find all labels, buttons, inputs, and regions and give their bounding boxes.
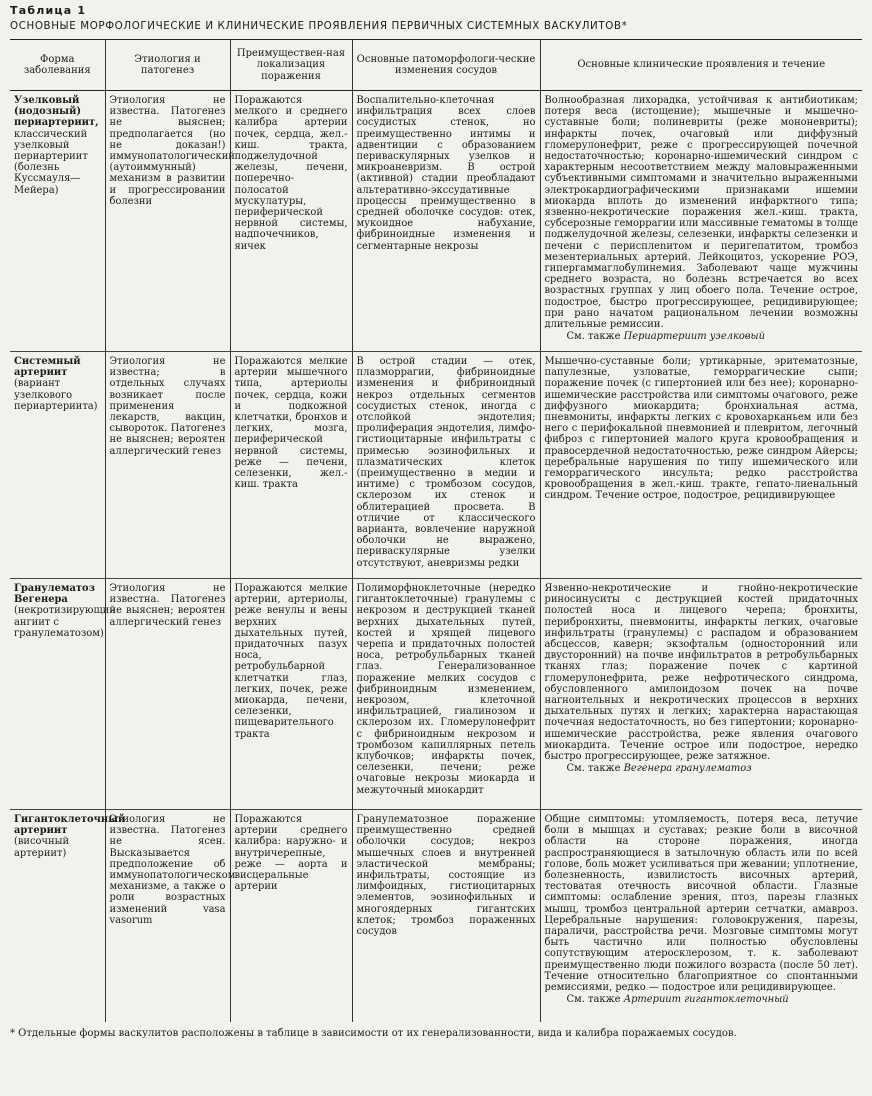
table-row <box>10 91 862 352</box>
clinical-cell <box>540 579 862 810</box>
pathomorphology-cell: Гранулематозное поражение преимущественно средней оболочки сосудов; некроз мышечных слоев и внутренней эластической мембраны; инфильтраты, состоящие из лимфоидных, гистиоцитарных элементов, эозинофильных и многоядерных гигантских клеток; тромбоз пораженных сосудов <box>352 810 540 1023</box>
localization-cell: Поражаются артерии среднего калибра: наружно- и внутричерепные, реже — аорта и висцеральные артерии <box>230 810 352 1023</box>
vasculitis-table <box>10 39 862 1022</box>
form-cell <box>10 579 116 810</box>
table-row <box>10 810 862 1023</box>
etiology-cell: Этиология не известна; в отдельных случаях возникает после применения лекарств, вакцин, сывороток. Патогенез не выяснен; вероятен аллергический генез <box>105 352 230 579</box>
etiology-cell: Этиология не известна. Патогенез не выяснен; предполагается (но не доказан!) иммунопатологический (аутоиммунный) механизм в развитии и прогрессировании болезни <box>105 91 230 352</box>
pathomorphology-cell: Воспалительно-клеточная инфильтрация всех слоев сосудистых стенок, но преимущественно интимы и адвентиции с образованием периваскулярных узелков и микроаневризм. В острой (активной) стадии преобладают альтеративно-экссудативные процессы преимущественно в средней оболочке сосудов: отек, мукоидное набухание, фибриноидные изменения и сегментарные некрозы <box>352 91 540 352</box>
table-title: ОСНОВНЫЕ МОРФОЛОГИЧЕСКИЕ И КЛИНИЧЕСКИЕ ПРОЯВЛЕНИЯ ПЕРВИЧНЫХ СИСТЕМНЫХ ВАСКУЛИТОВ* <box>10 20 628 32</box>
see-also <box>545 763 859 774</box>
clinical-cell <box>540 352 862 579</box>
clinical-cell <box>540 91 862 352</box>
header-clinical: Основные клинические проявления и течение <box>540 40 862 91</box>
table-row <box>10 579 862 810</box>
form-description: (некротизирующий ангиит с гранулематозом) <box>14 605 116 639</box>
localization-cell: Поражаются мелкие артерии, артериолы, реже венулы и вены верхних дыхательных путей, придаточных пазух носа, ретробульбарной клетчатки глаз, легких, почек, реже миокарда, печени, селезенки, пищеварительного тракта <box>230 579 352 810</box>
see-also-prefix: См. также <box>566 994 624 1006</box>
form-description: классический узелковый периартериит (болезнь Куссмауля—Мейера) <box>14 128 88 196</box>
see-also <box>545 331 859 342</box>
see-also <box>545 994 859 1005</box>
clinical-text: Общие симптомы: утомляемость, потеря веса, летучие боли в мышцах и суставах; резкие боли в височной области на стороне поражения, иногда распространяющиеся в затылочную область или по всей голове, боль может усиливаться при жевании; уплотнение, болезненность, извилистость височных артерий, тестоватая отечность височной области. Глазные симптомы: ослабление зрения, птоз, парезы глазных мышц, тромбоз центральной артерии сетчатки, амавроз. Церебральные нарушения: головокружения, парезы, параличи, расстройства речи. Мозговые симптомы могут быть частично или полностью обусловлены сопутствующим атеросклерозом, т. к. заболевают преимущественно люди пожилого возраста (после 50 лет). Течение относительно благоприятное со спонтанными ремиссиями, редко — подострое или рецидивирующее. <box>544 814 858 994</box>
header-pathomorphology: Основные патоморфологи-ческие изменения сосудов <box>352 40 540 91</box>
see-also-link[interactable]: Вегенера гранулематоз <box>623 763 752 775</box>
clinical-text: Мышечно-суставные боли; уртикарные, эритематозные, папулезные, узловатые, геморрагические сыпи; поражение почек (с гипертонией или без нее); коронарно-ишемические расстройства или симптомы очагового, реже диффузного миокардита; бронхиальная астма, пневмониты, инфаркты легких с кровохарканьем или без него с перифокальной пневмонией и плевритом, легочный фиброз с гипертонией малого круга кровообращения и правосердечной недостаточностью, реже синдром Айерсы; церебральные нарушения по типу ишемического или геморрагического инсульта; редко расстройства кровообращения в жел.-киш. тракте, гепато-лиенальный синдром. Течение острое, подострое, рецидивирующее <box>544 356 858 502</box>
form-description: (височный артериит) <box>14 836 70 859</box>
table-row <box>10 352 862 579</box>
see-also-prefix: См. также <box>566 331 624 343</box>
form-name: Гранулематоз Вегенера <box>14 583 95 606</box>
see-also-prefix: См. также <box>566 763 624 775</box>
table-header-row <box>10 40 862 91</box>
header-etiology: Этиология и патогенез <box>105 40 230 91</box>
table-number: Таблица 1 <box>10 4 87 17</box>
clinical-text: Волнообразная лихорадка, устойчивая к антибиотикам; потеря веса (истощение); мышечные и мышечно-суставные боли; полиневриты (реже мононевриты); инфаркты почек, очаговый или диффузный гломерулонефрит, реже с прогрессирующей почечной недостаточностью; коронарно-ишемический синдром с характерным несоответствием между маловыраженными субъективными симптомами и значительно выраженными электрокардиографическими признаками ишемии миокарда вплоть до изменений инфарктного типа; язвенно-некротические поражения жел.-киш. тракта, субсерозные геморрагии или массивные гематомы в толще поджелудочной железы, селезенки, инфаркты селезенки и печени с перисплenитом и перигепатитом, тромбоз мезентериальных артерий. Лейкоцитоз, ускорение РОЭ, гипергаммаглобулинемия. Заболевают чаще мужчины среднего возраста, но болезнь встречается во всех возрастных группах у лиц обоего пола. Течение острое, подострое, быстро прогрессирующее, рецидивирующее; при рано начатом рациональном лечении возможны длительные ремиссии. <box>544 95 858 331</box>
form-cell <box>10 352 105 579</box>
pathomorphology-cell: Полиморфноклеточные (нередко гигантоклеточные) гранулемы с некрозом и деструкцией тканей верхних дыхательных путей, костей и хрящей лицевого черепа и придаточных полостей носа, ретробульбарных тканей глаз. Генерализованное поражение мелких сосудов с фибриноидным изменением, некрозом, клеточной инфильтрацией, гиалинозом и склерозом их. Гломерулонефрит с фибриноидным некрозом и тромбозом капиллярных петель клубочков; инфаркты почек, селезенки, печени; реже очаговые некрозы миокарда и межуточный миокардит <box>352 579 540 810</box>
pathomorphology-cell: В острой стадии — отек, плазморрагии, фибриноидные изменения и фибриноидный некроз отдельных сегментов сосудистых стенок, иногда с отслойкой эндотелия; пролиферация эндотелия, лимфо-гистиоцитарные инфильтраты с примесью эозинофильных и плазматических клеток (преимущественно в медии и интиме) с тромбозом сосудов, склерозом их стенок и облитерацией просвета. В отличие от классического варианта, вовлечение наружной оболочки не выражено, периваскулярные узелки отсутствуют, аневризмы редки <box>352 352 540 579</box>
table-page <box>10 4 862 1092</box>
see-also-link[interactable]: Артериит гигантоклеточный <box>623 994 789 1006</box>
clinical-cell <box>540 810 862 1023</box>
footnote: * Отдельные формы васкулитов расположены в таблице в зависимости от их генерализованности, вида и калибра поражаемых сосудов. <box>10 1028 737 1039</box>
localization-cell: Поражаются мелкие артерии мышечного типа, артериолы почек, сердца, кожи и подкожной клетчатки, бронхов и легких, мозга, периферической нервной системы, реже — печени, селезенки, жел.-киш. тракта <box>230 352 352 579</box>
form-name: Узелковый (нодозный) периартериит, <box>14 95 99 129</box>
see-also-link[interactable]: Периартериит узелковый <box>623 331 765 343</box>
etiology-cell: Этиология не известна. Патогенез не выяснен; вероятен аллергический генез <box>105 579 230 810</box>
header-localization: Преимуществен-ная локализация поражения <box>230 40 352 91</box>
form-name: Системный артериит <box>14 356 81 379</box>
form-description: (вариант узелкового периартериита) <box>14 378 98 412</box>
form-name: Гигантоклеточный артериит <box>14 814 126 837</box>
localization-cell: Поражаются мелкого и среднего калибра артерии почек, сердца, жел.-киш. тракта, поджелудочной железы, печени, поперечно-полосатой мускулатуры, периферической нервной системы, надпочечников, яичек <box>230 91 352 352</box>
clinical-text: Язвенно-некротические и гнойно-некротические риносинуситы с деструкцией костей придаточных полостей носа и лицевого черепа; бронхиты, перибронхиты, пневмониты, инфаркты легких, очаговые инфильтраты (гранулемы) с распадом и образованием абсцессов, каверн; экзофтальм (односторонний или двусторонний) на почве инфильтратов в ретробульбарных тканях глаз; поражение почек с картиной гломерулонефрита, реже нефротического синдрома, обусловленного амилоидозом почек на почве нагноительных и некротических процессов в верхних дыхательных путях и легких; характерна нарастающая почечная недостаточность, но без гипертонии; коронарно-ишемические расстройства, реже явления очагового миокардита. Течение острое или подострое, нередко быстро прогрессирующее, реже затяжное. <box>544 583 858 763</box>
form-cell <box>10 810 126 1023</box>
etiology-cell: Этиология не известна. Патогенез не ясен. Высказывается предположение об иммунопатологическом механизме, а также о роли возрастных изменений vasa vasorum <box>105 810 230 1023</box>
header-form: Форма заболевания <box>10 40 105 91</box>
form-cell <box>10 91 105 352</box>
